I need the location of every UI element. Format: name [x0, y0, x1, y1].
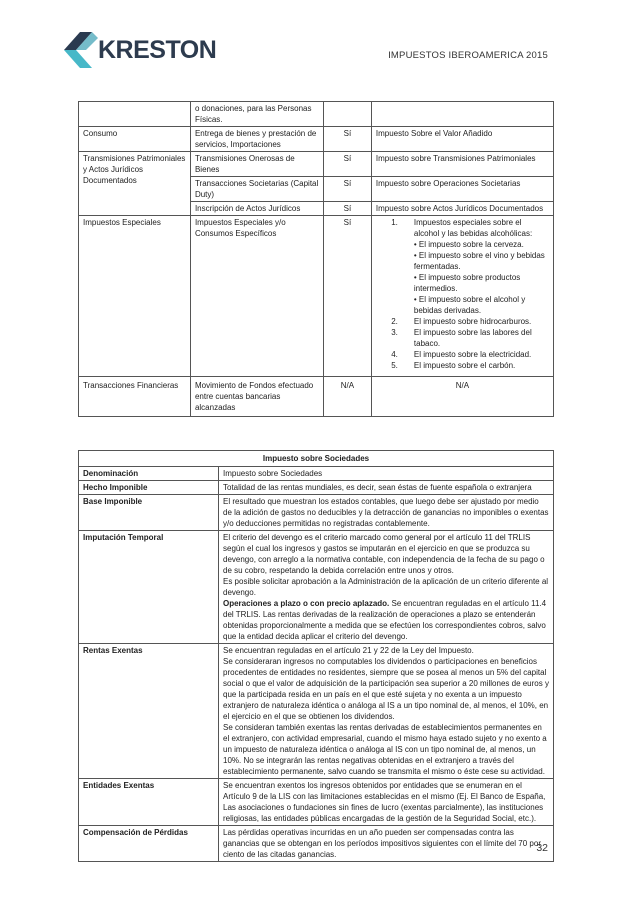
table-title: Impuesto sobre Sociedades: [79, 451, 554, 467]
list-item: 2. El impuesto sobre hidrocarburos.: [391, 317, 532, 326]
table-row: Transacciones Financieras Movimiento de Fondos efectuado entre cuentas bancarias alcanzadas N/A N/A: [79, 377, 554, 417]
table-row: Hecho Imponible Totalidad de las rentas mundiales, es decir, sean éstas de fuente española o extranjera: [79, 481, 554, 495]
list-item: 4. El impuesto sobre la electricidad.: [391, 350, 532, 359]
table-row: Base Imponible El resultado que muestran los estados contables, que luego debe ser ajustado por medio de la adición de gastos no deducibles y la detracción de ganancias no imponibles o exentas y/o deducciones permitidas no registradas contablemente.: [79, 495, 554, 531]
table-row: o donaciones, para las Personas Físicas.: [79, 102, 554, 127]
corporate-tax-table: [78, 450, 554, 862]
table-row: Imputación Temporal El criterio del devengo es el criterio marcado como general por el artículo 11 del TRLIS según el cual los ingresos y gastos se imputarán en el ejercicio en que se produzca su devengo, con arreglo a la normativa contable, con independencia de la fecha de su pago o de su cobro, respetando la debida correlación entre unos y otros. Es posible solicitar aprobación a la Administración de la aplicación de un criterio diferente al devengo. Operaciones a plazo o con precio aplazado. Se encuentran reguladas en el artículo 11.4 del TRLIS. Las rentas derivadas de la realización de operaciones a plazo se entenderán obtenidas proporcionalmente a medida que se efectúen los correspondientes cobros, salvo que la entidad decida aplicar el criterio del devengo.: [79, 531, 554, 644]
list-item: 3. El impuesto sobre las labores del tabaco.: [391, 328, 532, 348]
table-header-row: [79, 451, 554, 467]
table-row: Transmisiones Patrimoniales y Actos Jurídicos Documentados Transmisiones Onerosas de Bienes Sí Impuesto sobre Transmisiones Patrimoniales: [79, 152, 554, 177]
list-item: • El impuesto sobre productos intermedios.: [413, 273, 521, 293]
table-row: Compensación de Pérdidas Las pérdidas operativas incurridas en un año pueden ser compensadas contra las ganancias que se obtengan en los períodos impositivos siguientes con el límite del 70 por ciento de las citadas ganancias.: [79, 826, 554, 862]
table-row: Rentas Exentas Se encuentran reguladas en el artículo 21 y 22 de la Ley del Impuesto. Se consideraran ingresos no computables los dividendos o participaciones en beneficios procedentes de entidades no residentes, siempre que se posea al menos un 5% del capital social o que el valor de adquisición de la participación sea superior a 20 millones de euros y que la participada resida en un país en el que esté sujeta y no exenta a un impuesto extranjero de naturaleza idéntica o análoga al IS a un tipo nominal de, al menos, el 10%, en el ejercicio en el que se obtienen los dividendos. Se consideran también exentas las rentas derivadas de establecimientos permanentes en el extranjero, con actividad empresarial, cuando el mismo haya estado sujeto y no exento a un impuesto de naturaleza idéntica o análoga al IS con un tipo nominal de, al menos, un 10%. No se integrarán las rentas negativas obtenidas en el extranjero a través del establecimiento permanente, salvo cuando se transmita el mismo o éste cese su actividad.: [79, 644, 554, 779]
table-row: Denominación Impuesto sobre Sociedades: [79, 467, 554, 481]
list-item: • El impuesto sobre el alcohol y bebidas derivadas.: [413, 295, 526, 315]
table-row: Entidades Exentas Se encuentran exentos los ingresos obtenidos por entidades que se enumeran en el Artículo 9 de la LIS con las limitaciones establecidas en el mismo (Ej. El Banco de España, Las asociaciones o fundaciones sin fines de lucro (exentas parcialmente), las instituciones religiosas, las entidades públicas encargadas de la gestión de la Seguridad Social, etc.).: [79, 779, 554, 826]
table-row: Consumo Entrega de bienes y prestación de servicios, Importaciones Sí Impuesto Sobre el Valor Añadido: [79, 127, 554, 152]
logo-wordmark: KRESTON: [98, 36, 217, 64]
excise-list-cell: [371, 216, 553, 377]
table-row: Impuestos Especiales Impuestos Especiales y/o Consumos Específicos Sí 1. Impuestos especiales sobre el alcohol y las bebidas alcohólicas: • El impuesto sobre la cerveza. • El impuesto sobre el vino y bebidas fermentadas. • El impuesto sobre productos intermedios. • El impuesto sobre el alcohol y bebidas derivadas. 2. El impuesto sobre hidrocarburos. 3. El impuesto sobre las labores del tabaco. 4. El impuesto sobre la electricidad. 5. El impuesto sobre el carbón.: [79, 216, 554, 377]
tax-types-table: [78, 101, 554, 417]
list-item: • El impuesto sobre el vino y bebidas fermentadas.: [413, 251, 545, 271]
page-number: 32: [536, 842, 548, 854]
page-header-title: IMPUESTOS IBEROAMERICA 2015: [388, 50, 548, 61]
table-row: Transacciones Societarias (Capital Duty) Sí Impuesto sobre Operaciones Societarias: [79, 177, 554, 202]
list-item: 1. Impuestos especiales sobre el alcohol y las bebidas alcohólicas:: [391, 218, 533, 238]
excise-list: [376, 217, 549, 371]
list-item: 5. El impuesto sobre el carbón.: [391, 361, 516, 370]
list-item: • El impuesto sobre la cerveza.: [413, 240, 524, 249]
table-row: Inscripción de Actos Jurídicos Sí Impuesto sobre Actos Jurídicos Documentados: [79, 202, 554, 216]
